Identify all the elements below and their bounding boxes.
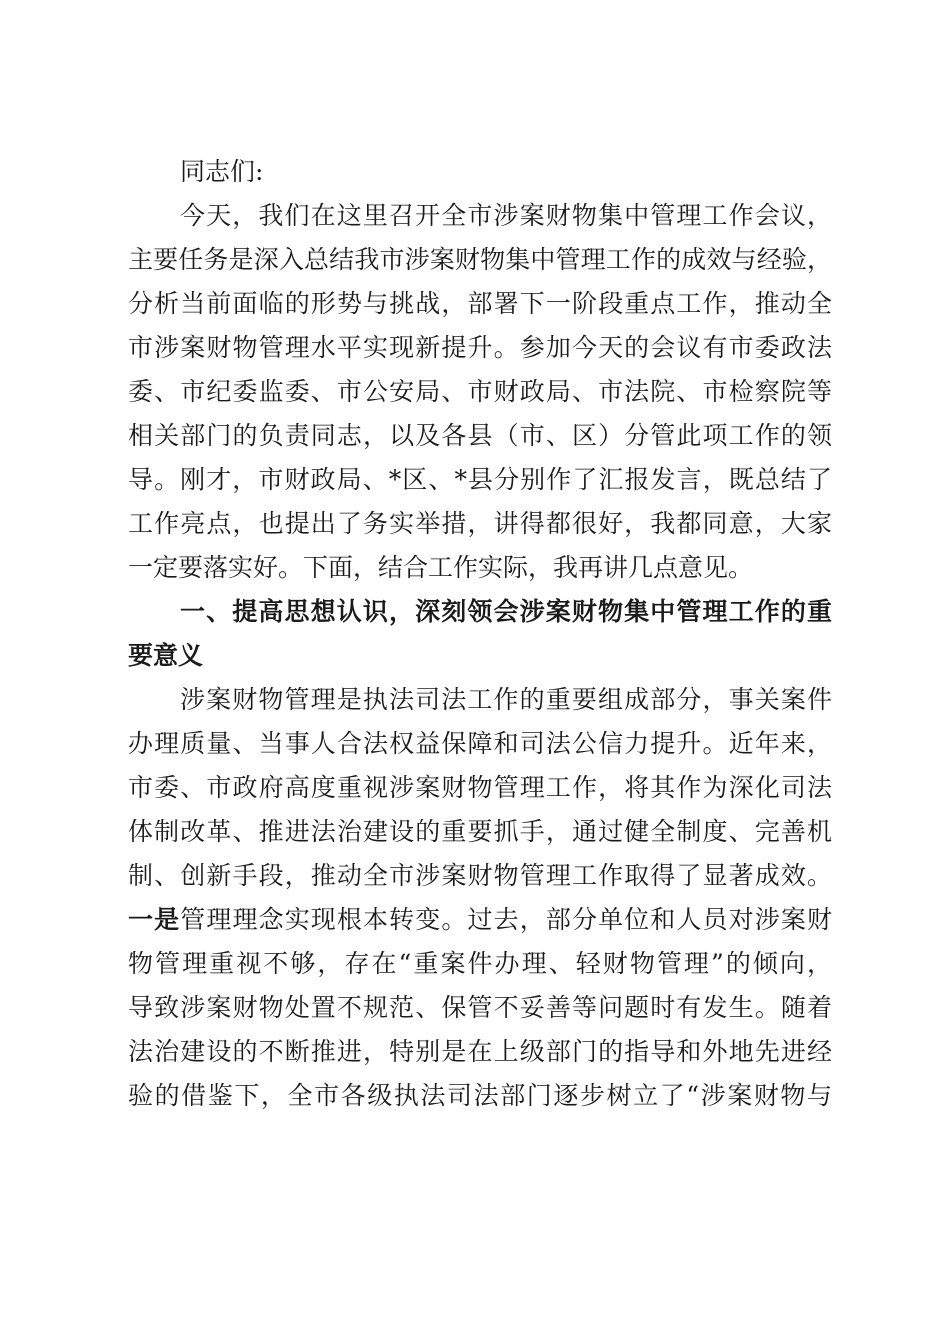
para2-line: 导致涉案财物处置不规范、保管不妥善等问题时有发生。随着 [128,993,832,1022]
lead-rest: 管理理念实现根本转变。过去，部分单位和人员对涉案财 [180,905,832,934]
bold-lead: 一是 [128,905,181,934]
para2-lead-line [128,898,832,942]
salutation: 同志们: [180,157,264,186]
para2-line: 体制改革、推进法治建设的重要抓手，通过健全制度、完善机 [128,817,832,846]
para2-line: 办理质量、当事人合法权益保障和司法公信力提升。近年来， [128,729,832,758]
para2-line: 物管理重视不够，存在“重案件办理、轻财物管理”的倾向， [128,949,832,978]
section-heading: 要意义 [128,641,204,670]
para2-line: 法治建设的不断推进，特别是在上级部门的指导和外地先进经 [128,1037,832,1066]
para1-line: 分析当前面临的形势与挑战，部署下一阶段重点工作，推动全 [128,289,832,318]
para1-line: 市涉案财物管理水平实现新提升。参加今天的会议有市委政法 [128,333,832,362]
para2-line: 验的借鉴下，全市各级执法司法部门逐步树立了“涉案财物与 [128,1081,832,1110]
para2-line: 涉案财物管理是执法司法工作的重要组成部分，事关案件 [180,685,832,714]
para1-line: 相关部门的负责同志，以及各县（市、区）分管此项工作的领 [128,421,832,450]
para1-line: 一定要落实好。下面，结合工作实际，我再讲几点意见。 [128,553,754,582]
para1-line: 今天，我们在这里召开全市涉案财物集中管理工作会议， [180,201,832,230]
para2-line: 制、创新手段，推动全市涉案财物管理工作取得了显著成效。 [128,861,832,890]
para1-line: 主要任务是深入总结我市涉案财物集中管理工作的成效与经验， [128,245,832,274]
para1-line: 委、市纪委监委、市公安局、市财政局、市法院、市检察院等 [128,377,832,406]
para1-line: 导。刚才，市财政局、*区、*县分别作了汇报发言，既总结了 [128,465,832,494]
para1-line: 工作亮点，也提出了务实举措，讲得都很好，我都同意，大家 [128,509,832,538]
para2-line: 市委、市政府高度重视涉案财物管理工作，将其作为深化司法 [128,773,832,802]
section-heading: 一、提高思想认识，深刻领会涉案财物集中管理工作的重 [180,597,832,626]
speech-text [128,150,832,1118]
